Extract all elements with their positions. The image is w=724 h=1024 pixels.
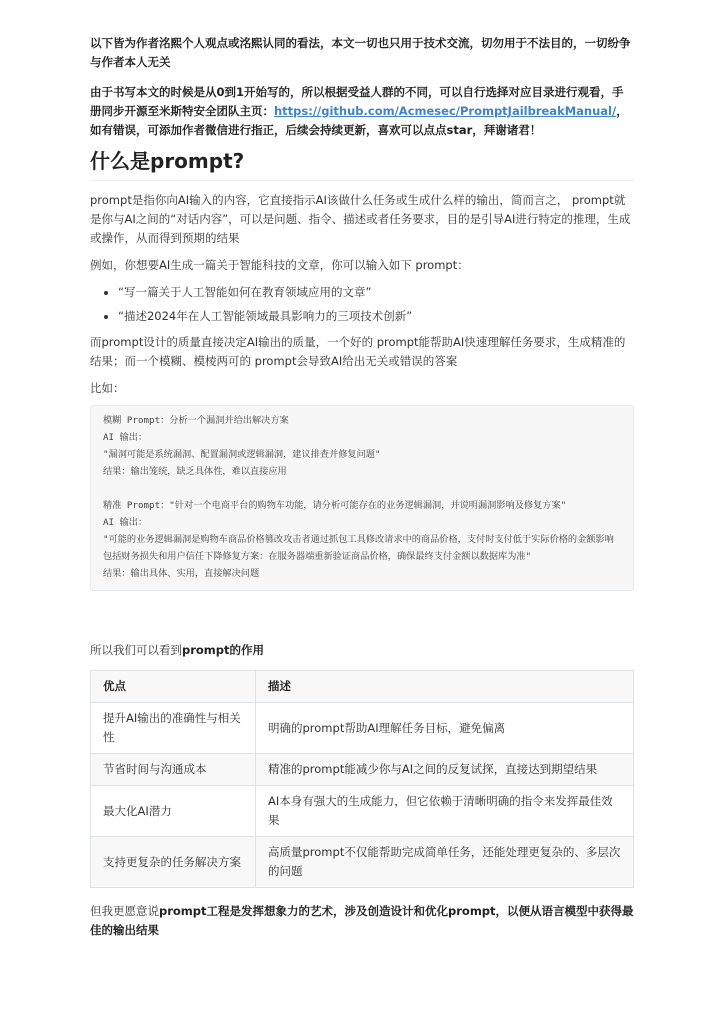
table-cell-description: 高质量prompt不仅能帮助完成简单任务，还能处理更复杂的、多层次的问题 <box>256 837 634 888</box>
role-intro-prefix: 所以我们可以看到 <box>90 643 182 657</box>
definition-paragraph: prompt是指你向AI输入的内容，它直接指示AI该做什么任务或生成什么样的输出，简而言之， prompt就是你与AI之间的“对话内容”，可以是问题、指令、描述或者任务要求，目的是引导AI进行特定的推理，生成或操作，从而得到预期的结果 <box>90 193 631 245</box>
role-intro <box>90 641 634 660</box>
table-cell-advantage: 提升AI输出的准确性与相关性 <box>91 703 256 754</box>
code-line: "可能的业务逻辑漏洞是购物车商品价格篡改攻击者通过抓包工具修改请求中的商品价格，支付时支付低于实际价格的金额影响包括财务损失和用户信任下降修复方案：在服务器端重新验证商品价格，确保最终支付金额以数据库为准" <box>103 534 614 562</box>
table-header-row <box>91 671 634 703</box>
github-link[interactable]: https://github.com/Acmesec/PromptJailbreakManual/ <box>274 104 617 118</box>
code-line: AI 输出： <box>103 517 148 528</box>
advantages-table <box>90 670 634 888</box>
table-cell-advantage: 节省时间与沟通成本 <box>91 754 256 786</box>
table-row <box>91 754 634 786</box>
table-row <box>91 786 634 837</box>
table-header-advantage: 优点 <box>91 671 256 703</box>
code-blank-line <box>103 480 623 497</box>
table-cell-description: 精准的prompt能减少你与AI之间的反复试探，直接达到期望结果 <box>256 754 634 786</box>
code-line: AI 输出： <box>103 432 148 443</box>
table-cell-advantage: 最大化AI潜力 <box>91 786 256 837</box>
compare-label: 比如： <box>90 381 125 395</box>
table-cell-advantage: 支持更复杂的任务解决方案 <box>91 837 256 888</box>
article-body <box>90 34 634 940</box>
code-block <box>90 405 634 591</box>
table-cell-description: AI本身有强大的生成能力，但它依赖于清晰明确的指令来发挥最佳效果 <box>256 786 634 837</box>
closing-paragraph <box>90 902 634 940</box>
guide-text-after: ，如有错误，可添加作者微信进行指正，后续会持续更新，喜欢可以点点star，拜谢诸君！ <box>90 104 628 137</box>
table-header-description: 描述 <box>256 671 634 703</box>
closing-bold: prompt工程是发挥想象力的艺术，涉及创造设计和优化prompt，以便从语言模型中获得最佳的输出结果 <box>90 904 634 937</box>
code-line: "漏洞可能是系统漏洞、配置漏洞或逻辑漏洞，建议排查并修复问题" <box>103 449 381 460</box>
quality-paragraph: 而prompt设计的质量直接决定AI输出的质量，一个好的 prompt能帮助AI快速理解任务要求，生成精准的结果；而一个模糊、模棱两可的 prompt会导致AI给出无关或错误的答案 <box>90 335 626 368</box>
example-list <box>90 283 634 326</box>
disclaimer-text: 以下皆为作者洺熙个人观点或洺熙认同的看法，本文一切也只用于技术交流，切勿用于不法目的，一切纷争与作者本人无关 <box>90 36 631 69</box>
code-line: 模糊 Prompt：分析一个漏洞并给出解决方案 <box>103 415 289 426</box>
list-item: • “写一篇关于人工智能如何在教育领域应用的文章” <box>118 283 634 302</box>
section-heading: 什么是prompt? <box>90 148 634 181</box>
guide-text-before: 由于书写本文的时候是从0到1开始写的，所以根据受益人群的不同，可以自行选择对应目录进行观看，手册同步开源至米斯特安全团队主页： <box>90 85 624 118</box>
code-line: 精准 Prompt："针对一个电商平台的购物车功能，请分析可能存在的业务逻辑漏洞，并说明漏洞影响及修复方案" <box>103 500 567 511</box>
example-intro: 例如，你想要AI生成一篇关于智能科技的文章，你可以输入如下 prompt： <box>90 258 469 272</box>
role-intro-bold: prompt的作用 <box>182 643 265 657</box>
table-cell-description: 明确的prompt帮助AI理解任务目标，避免偏离 <box>256 703 634 754</box>
table-row <box>91 837 634 888</box>
code-line: 结果：输出笼统，缺乏具体性，难以直接应用 <box>103 466 287 477</box>
code-line: 结果：输出具体、实用，直接解决问题 <box>103 568 260 579</box>
list-item: • “描述2024年在人工智能领域最具影响力的三项技术创新” <box>118 307 634 326</box>
table-row <box>91 703 634 754</box>
guide-text <box>90 83 634 140</box>
closing-prefix: 但我更愿意说 <box>90 904 159 918</box>
